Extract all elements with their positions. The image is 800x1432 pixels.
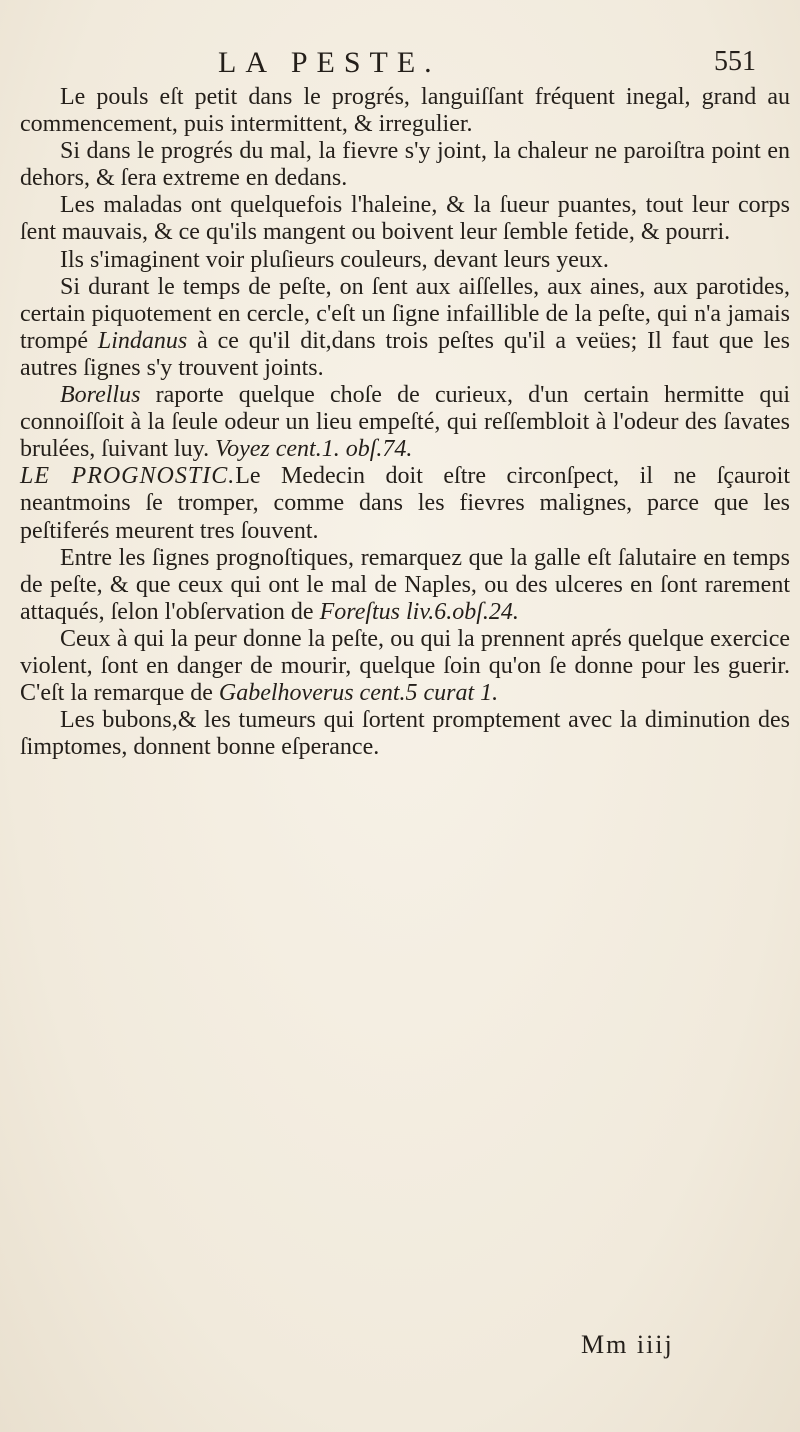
paragraph-signs: [20, 545, 790, 626]
page-header: [0, 46, 800, 86]
paragraph-breath: [20, 192, 790, 246]
paragraph-text: Le pouls eſt petit dans le progrés, languiſſant fréquent inegal, grand au commencement, puis intermittent, & irregulier.: [20, 84, 790, 138]
paragraph-pulse: [20, 84, 790, 138]
paragraph-text: Entre les ſignes prognoſtiques, remarquez que la galle eſt ſalutaire en temps de peſte, & que ceux qui ont le mal de Naples, ou des ulceres en ſont rarement attaqués, ſelon l'obſervation de: [20, 544, 790, 625]
paragraph-lindanus: [20, 274, 790, 382]
paragraph-text: Si dans le progrés du mal, la fievre s'y joint, la chaleur ne paroiſtra point en dehors, & ſera extreme en dedans.: [20, 138, 790, 192]
paragraph-fever: [20, 138, 790, 192]
paragraph-text: à ce qu'il dit,dans trois peſtes qu'il a veües; Il faut que les autres ſignes s'y trouvent joints.: [20, 327, 790, 381]
author-name: Lindanus: [97, 327, 188, 354]
paragraph-text: Si durant le temps de peſte, on ſent aux aiſſelles, aux aines, aux parotides, certain piquotement en cercle, c'eſt un ſigne infaillible de la peſte, qui n'a jamais trompé: [20, 273, 790, 354]
paragraph-colours: [20, 247, 790, 274]
paragraph-text: Ceux à qui la peur donne la peſte, ou qui la prennent aprés quelque exercice violent, ſont en danger de mourir, quelque ſoin qu'on ſe donne pour les guerir. C'eſt la remarque de: [20, 625, 790, 707]
paragraph-borellus: [20, 382, 790, 463]
paragraph-text: Ils s'imaginent voir pluſieurs couleurs, devant leurs yeux.: [60, 246, 609, 273]
paragraph-text: Les maladas ont quelquefois l'haleine, & la ſueur puantes, tout leur corps ſent mauvais, & ce qu'ils mangent ou boivent leur ſemble fetide, & pourri.: [20, 192, 790, 246]
signature-mark: Mm iiij: [581, 1330, 674, 1359]
citation: Foreſtus liv.6.obſ.24.: [319, 598, 519, 625]
paragraph-fear: [20, 626, 790, 707]
author-name: Borellus: [60, 382, 141, 409]
paragraph-text: Les bubons,& les tumeurs qui ſortent promptement avec la diminution des ſimptomes, donnent bonne eſperance.: [20, 707, 790, 761]
paragraph-text: raporte quelque choſe de curieux, d'un certain hermitte qui connoiſſoit à la ſeule odeur un lieu empeſté, qui reſſembloit à l'odeur des ſavates brulées, ſuivant luy.: [20, 382, 790, 463]
paragraph-bubons: [20, 707, 790, 761]
page-number: 551: [714, 46, 756, 77]
citation: Voyez cent.1. obſ.74.: [215, 436, 413, 463]
citation: Gabelhoverus cent.5 curat 1.: [218, 680, 499, 707]
body-text: [20, 84, 790, 761]
paragraph-prognostic: [20, 463, 790, 544]
page-footer: [0, 1330, 800, 1370]
running-title: LA PESTE.: [218, 46, 441, 79]
section-heading: LE PROGNOSTIC.: [20, 463, 236, 490]
paragraph-text: Le Medecin doit eſtre circonſpect, il ne ſçauroit neantmoins ſe tromper, comme dans les fievres malignes, parce que les peſtiferés meurent tres ſouvent.: [20, 463, 790, 544]
